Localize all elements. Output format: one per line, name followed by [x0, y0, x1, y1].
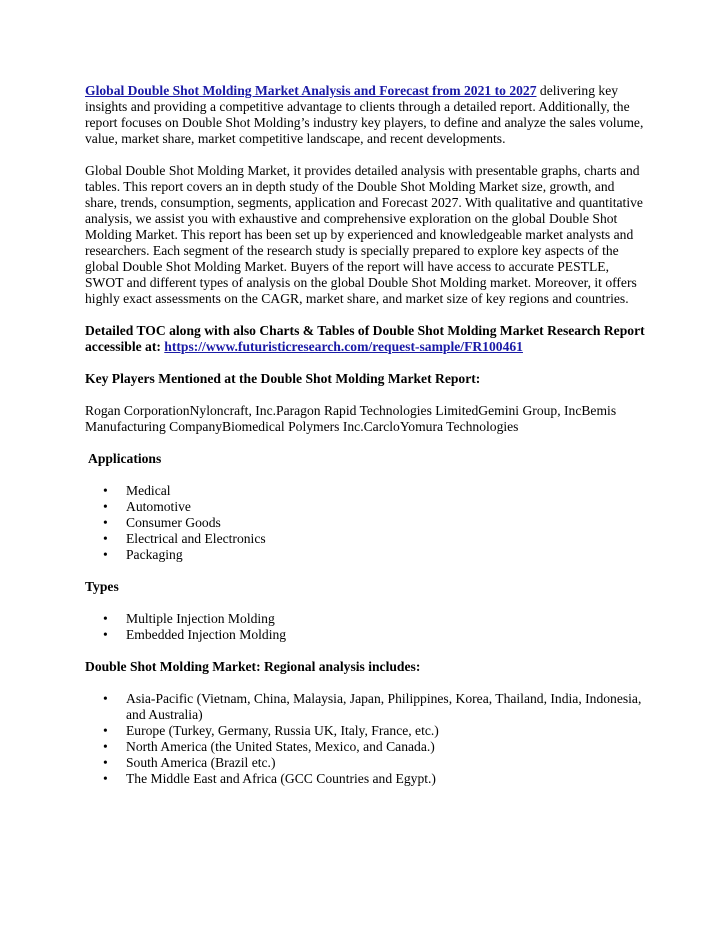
bullet-icon: • — [103, 611, 108, 626]
toc-paragraph — [85, 323, 645, 355]
description-paragraph: Global Double Shot Molding Market, it provides detailed analysis with presentable graphs, charts and tables. This report covers an in depth study of the Double Shot Molding Market size, growth, and share, trends, consumption, segments, application and Forecast 2027. With qualitative and quantitative analysis, we assist you with exhaustive and comprehensive exploration on the global Double Shot Molding Market. This report has been set up by experienced and knowledgeable market analysts and researchers. Each segment of the research study is specially prepared to explore key aspects of the global Double Shot Molding Market. Buyers of the report will have access to accurate PESTLE, SWOT and different types of analysis on the global Double Shot Molding market. Moreover, it offers highly exact assessments on the CAGR, market share, and market size of key regions and countries. — [85, 163, 643, 306]
list-item: • Medical — [103, 483, 171, 498]
regional-list — [85, 691, 645, 787]
bullet-icon: • — [103, 771, 108, 786]
bullet-icon: • — [103, 627, 108, 642]
sample-request-link[interactable]: https://www.futuristicresearch.com/request-sample/FR100461 — [164, 339, 523, 354]
list-item: • Consumer Goods — [103, 515, 221, 530]
list-item: • The Middle East and Africa (GCC Countries and Egypt.) — [103, 771, 436, 786]
bullet-icon: • — [103, 547, 108, 562]
applications-list — [85, 483, 645, 563]
applications-heading: Applications — [88, 451, 162, 466]
bullet-icon: • — [103, 515, 108, 530]
bullet-icon: • — [103, 499, 108, 514]
key-players-text: Rogan CorporationNyloncraft, Inc.Paragon Rapid Technologies LimitedGemini Group, IncBemis Manufacturing CompanyBiomedical Polymers Inc.CarcloYomura Technologies — [85, 403, 617, 434]
list-item: • Electrical and Electronics — [103, 531, 266, 546]
list-item: • Asia-Pacific (Vietnam, China, Malaysia, Japan, Philippines, Korea, Thailand, India, Indonesia, and Australia) — [103, 691, 642, 722]
list-item: • Packaging — [103, 547, 183, 562]
list-item: • Multiple Injection Molding — [103, 611, 275, 626]
bullet-icon: • — [103, 691, 108, 706]
intro-text: delivering key insights and providing a competitive advantage to clients through a detailed report. Additionally, the report focuses on Double Shot Molding’s industry key players, to define and analyze the sales volume, value, market share, market competitive landscape, and recent developments. — [85, 83, 644, 146]
regional-heading: Double Shot Molding Market: Regional analysis includes: — [85, 659, 421, 674]
intro-paragraph — [85, 83, 645, 147]
report-title-link[interactable]: Global Double Shot Molding Market Analysis and Forecast from 2021 to 2027 — [85, 83, 537, 98]
bullet-icon: • — [103, 483, 108, 498]
list-item: • Embedded Injection Molding — [103, 627, 287, 642]
types-list — [85, 611, 645, 643]
list-item: • South America (Brazil etc.) — [103, 755, 276, 770]
bullet-icon: • — [103, 531, 108, 546]
list-item: • Europe (Turkey, Germany, Russia UK, Italy, France, etc.) — [103, 723, 439, 738]
document-page — [85, 83, 645, 787]
list-item: • North America (the United States, Mexico, and Canada.) — [103, 739, 435, 754]
list-item: • Automotive — [103, 499, 191, 514]
toc-text: Detailed TOC along with also Charts & Tables of Double Shot Molding Market Research Report accessible at: — [85, 323, 645, 354]
key-players-heading: Key Players Mentioned at the Double Shot Molding Market Report: — [85, 371, 481, 386]
bullet-icon: • — [103, 723, 108, 738]
types-heading: Types — [85, 579, 119, 594]
bullet-icon: • — [103, 755, 108, 770]
bullet-icon: • — [103, 739, 108, 754]
